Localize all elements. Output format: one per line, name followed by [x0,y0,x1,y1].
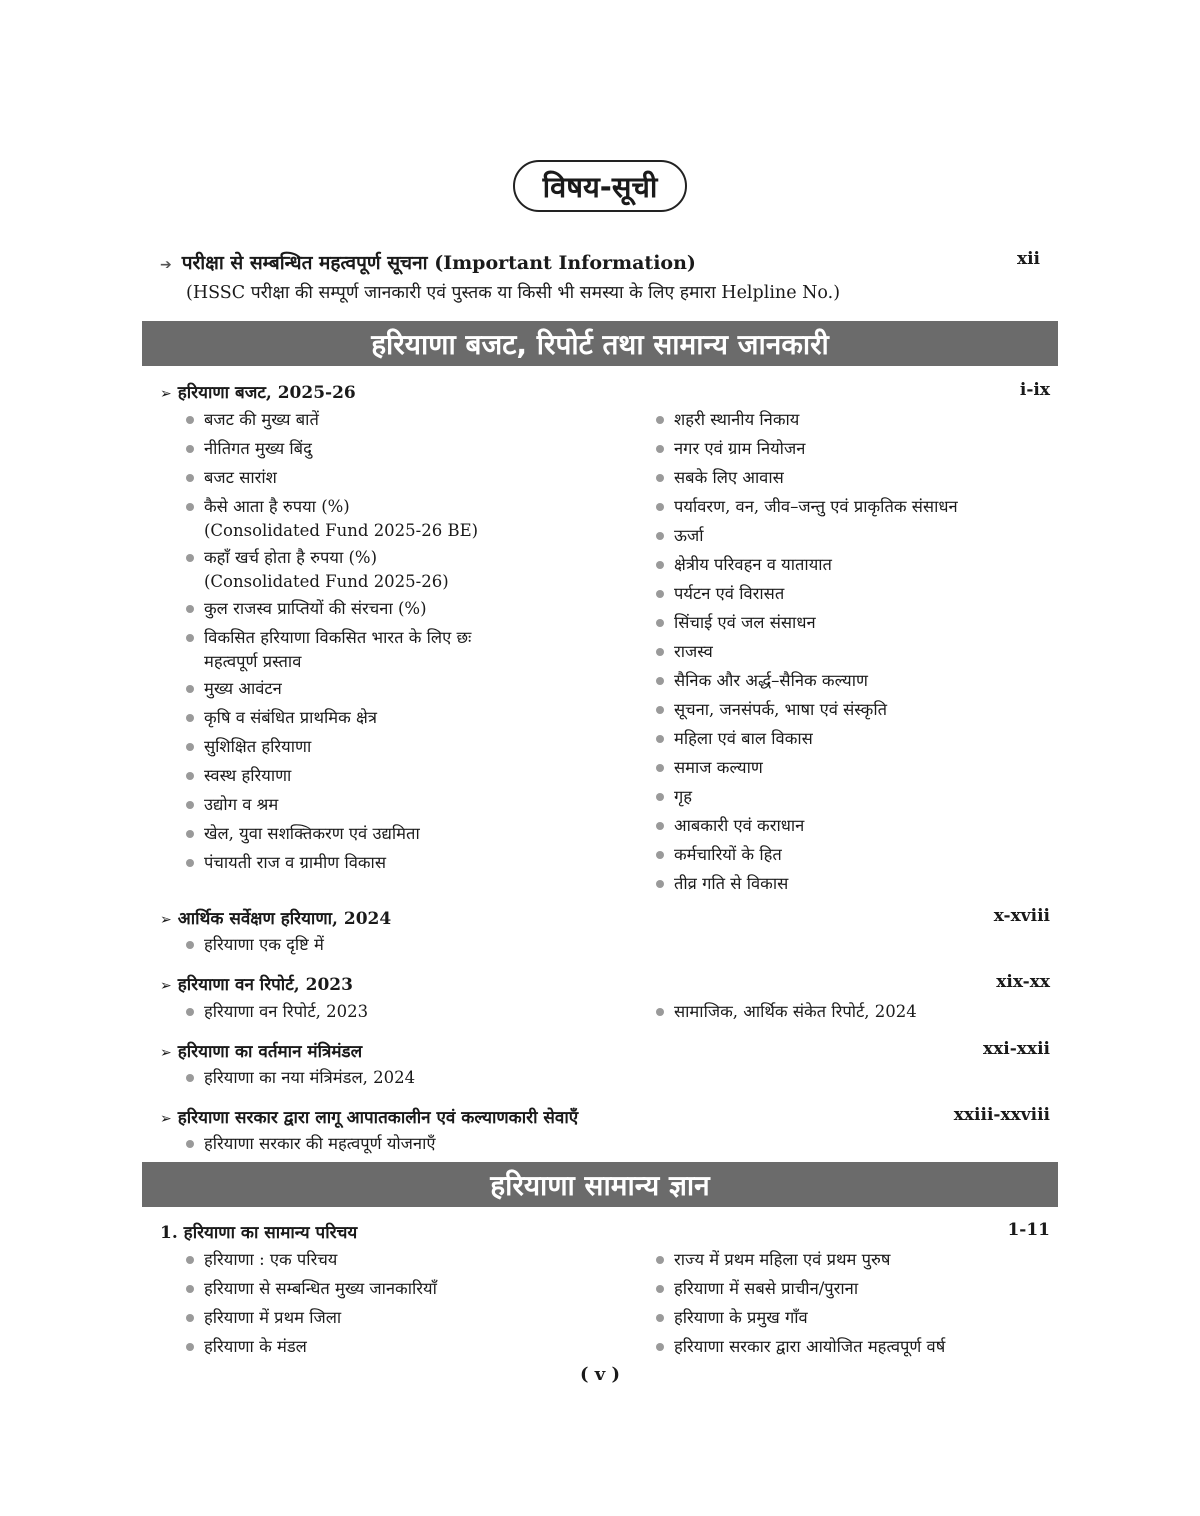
list-item: कहाँ खर्च होता है रुपया (%) (Consolidated Fund 2025-26) [184,543,478,594]
list-item: राज्य में प्रथम महिला एवं प्रथम पुरुष [654,1245,945,1274]
list-item: सुशिक्षित हरियाणा [184,732,478,761]
list-item: मुख्य आवंटन [184,674,478,703]
list-item: हरियाणा में सबसे प्राचीन/पुराना [654,1274,945,1303]
list-item: सामाजिक, आर्थिक संकेत रिपोर्ट, 2024 [654,997,917,1026]
list-item: हरियाणा एक दृष्टि में [184,930,324,959]
toc-section-heading: ➢ हरियाणा बजट, 2025-26 i-ix [160,380,1050,403]
info-subtext: (HSSC परीक्षा की सम्पूर्ण जानकारी एवं पुस्तक या किसी भी समस्या के लिए हमारा Helpline No.) [186,283,841,303]
list-item: पंचायती राज व ग्रामीण विकास [184,848,478,877]
toc-page-range: 1-11 [1007,1220,1050,1240]
toc-page-range: xxi-xxii [983,1039,1050,1059]
list-item: कृषि व संबंधित प्राथमिक क्षेत्र [184,703,478,732]
arrow-icon: ➔ [160,257,172,273]
list-item: सिंचाई एवं जल संसाधन [654,608,958,637]
toc-left-column [184,930,324,959]
info-page-number: xii [1016,249,1040,269]
toc-left-column [184,1129,435,1158]
list-item: हरियाणा सरकार की महत्वपूर्ण योजनाएँ [184,1129,435,1158]
list-item: हरियाणा के प्रमुख गाँव [654,1303,945,1332]
toc-section-heading: ➢ आर्थिक सर्वेक्षण हरियाणा, 2024 x-xviii [160,906,1050,929]
list-item: बजट की मुख्य बातें [184,405,478,434]
toc-page-range: xxiii-xxviii [953,1105,1050,1125]
list-item: ऊर्जा [654,521,958,550]
toc-right-column [654,997,917,1026]
section-banner-gk: हरियाणा सामान्य ज्ञान [142,1162,1058,1207]
toc-section-heading: ➢ हरियाणा सरकार द्वारा लागू आपातकालीन एवं कल्याणकारी सेवाएँ xxiii-xxviii [160,1105,1050,1128]
toc-page-range: xix-xx [996,972,1050,992]
list-item: गृह [654,782,958,811]
page-title: विषय-सूची [513,160,687,212]
important-info-block [160,249,1050,304]
list-item: आबकारी एवं कराधान [654,811,958,840]
list-item: हरियाणा से सम्बन्धित मुख्य जानकारियाँ [184,1274,437,1303]
chevron-right-icon: ➢ [160,1111,172,1127]
list-item: तीव्र गति से विकास [654,869,958,898]
list-item: हरियाणा के मंडल [184,1332,437,1361]
toc-section-heading: ➢ हरियाणा का वर्तमान मंत्रिमंडल xxi-xxii [160,1039,1050,1062]
list-item: पर्यावरण, वन, जीव–जन्तु एवं प्राकृतिक संसाधन [654,492,958,521]
list-item: सैनिक और अर्द्ध–सैनिक कल्याण [654,666,958,695]
list-item: शहरी स्थानीय निकाय [654,405,958,434]
page-number-footer: ( v ) [579,1364,621,1385]
toc-left-column [184,1245,437,1361]
list-item: कैसे आता है रुपया (%) (Consolidated Fund 2025-26 BE) [184,492,478,543]
list-item: हरियाणा सरकार द्वारा आयोजित महत्वपूर्ण वर्ष [654,1332,945,1361]
toc-right-column [654,1245,945,1361]
list-item: कर्मचारियों के हित [654,840,958,869]
list-item: हरियाणा वन रिपोर्ट, 2023 [184,997,368,1026]
chevron-right-icon: ➢ [160,978,172,994]
toc-section-heading: ➢ हरियाणा वन रिपोर्ट, 2023 xix-xx [160,972,1050,995]
list-item: सबके लिए आवास [654,463,958,492]
list-item: पर्यटन एवं विरासत [654,579,958,608]
toc-page-range: i-ix [1019,380,1050,400]
list-item: स्वस्थ हरियाणा [184,761,478,790]
chevron-right-icon: ➢ [160,1045,172,1061]
toc-right-column [654,405,958,898]
list-item: सूचना, जनसंपर्क, भाषा एवं संस्कृति [654,695,958,724]
info-heading: परीक्षा से सम्बन्धित महत्वपूर्ण सूचना (Important Information) [181,252,696,274]
list-item: महिला एवं बाल विकास [654,724,958,753]
toc-left-column [184,997,368,1026]
list-item: क्षेत्रीय परिवहन व यातायात [654,550,958,579]
list-item: नीतिगत मुख्य बिंदु [184,434,478,463]
list-item: नगर एवं ग्राम नियोजन [654,434,958,463]
section-banner-budget: हरियाणा बजट, रिपोर्ट तथा सामान्य जानकारी [142,321,1058,366]
toc-page-range: x-xviii [993,906,1050,926]
toc-chapter-heading: 1. हरियाणा का सामान्य परिचय 1-11 [160,1220,1050,1243]
list-item: उद्योग व श्रम [184,790,478,819]
list-item: विकसित हरियाणा विकसित भारत के लिए छः महत्वपूर्ण प्रस्ताव [184,623,478,674]
toc-left-column [184,1063,415,1092]
list-item: समाज कल्याण [654,753,958,782]
list-item: हरियाणा : एक परिचय [184,1245,437,1274]
list-item: खेल, युवा सशक्तिकरण एवं उद्यमिता [184,819,478,848]
list-item: हरियाणा में प्रथम जिला [184,1303,437,1332]
toc-left-column [184,405,478,877]
list-item: बजट सारांश [184,463,478,492]
chevron-right-icon: ➢ [160,386,172,402]
chevron-right-icon: ➢ [160,912,172,928]
list-item: कुल राजस्व प्राप्तियों की संरचना (%) [184,594,478,623]
list-item: राजस्व [654,637,958,666]
list-item: हरियाणा का नया मंत्रिमंडल, 2024 [184,1063,415,1092]
